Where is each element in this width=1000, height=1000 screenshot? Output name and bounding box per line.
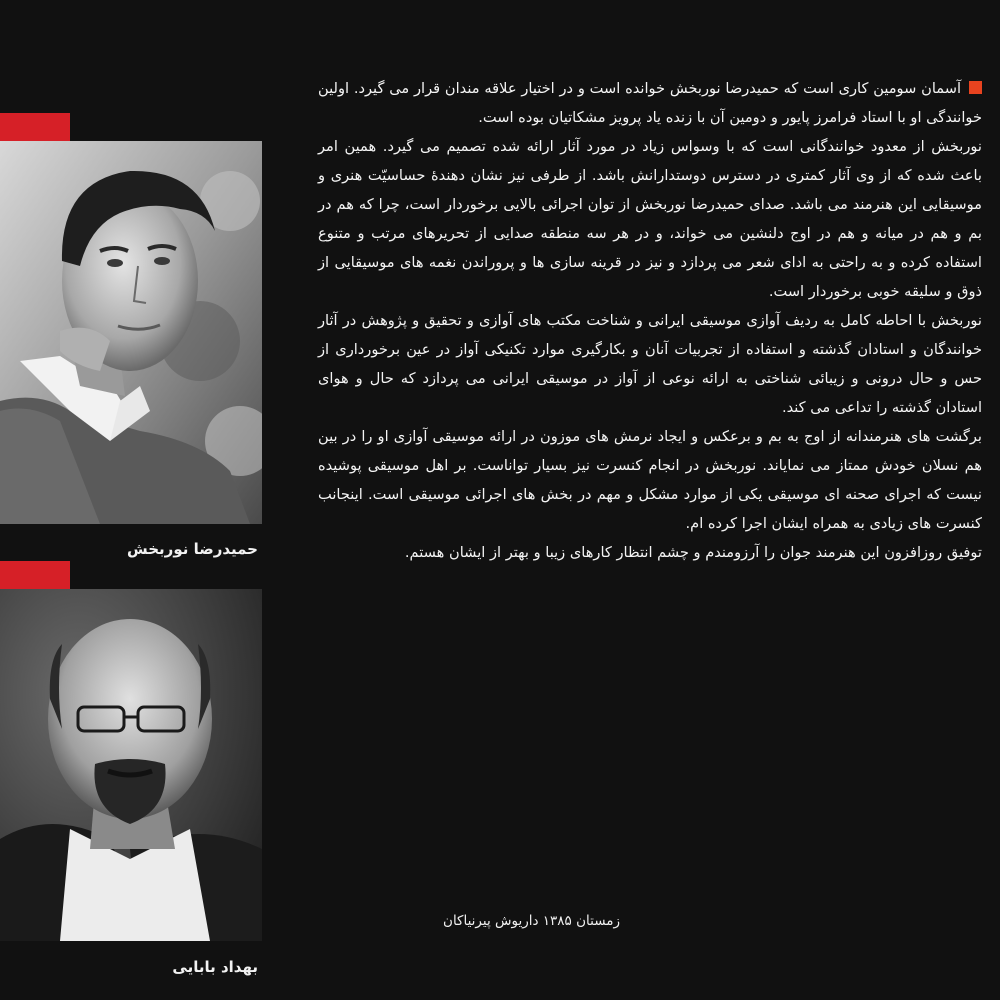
- red-accent-tab: [0, 561, 70, 589]
- photo-caption: حمیدرضا نوربخش: [127, 540, 258, 558]
- article-paragraph: [318, 74, 982, 132]
- signature-line: زمستان ۱۳۸۵ داریوش پیرنیاکان: [443, 913, 620, 929]
- article-paragraph: نوربخش با احاطه کامل به ردیف آوازی موسیقی ایرانی و شناخت مکتب های آوازی و تحقیق و پژوهش در آثار خوانندگان و استادان گذشته و استفاده از تجربیات آنان و بکارگیری موارد تکنیکی آواز در عین برخورداری از حس و حال درونی و زیبائی شناختی به ارائه نوعی از آواز در موسیقی ایرانی می پردازد که حال و هوای استادان گذشته را تداعی می کند.: [318, 312, 982, 416]
- red-accent-tab: [0, 113, 70, 141]
- portrait-photo-babaei: [0, 589, 262, 941]
- photo-caption: بهداد بابایی: [172, 958, 258, 976]
- article-paragraph: نوربخش از معدود خوانندگانی است که با وسواس زیاد در مورد آثار ارائه شده تصمیم می گیرد. همین امر باعث شده که از وی آثار کمتری در دسترس دوستدارانش باشد. از طرفی نیز نشان دهندهٔ حساسیّت هنری و موسیقایی این هنرمند می باشد. صدای حمیدرضا نوربخش از توان اجرائی بالایی برخوردار است، چرا که هم در بم و هم در میانه و هم در اوج دلنشین می خواند، و در هر سه منطقه صدایی از تحریرهای مرتب و متنوع استفاده کرده و به راحتی به ادای شعر می پردازد و نیز در قرینه سازی ها و پروراندن نغمه های موسیقایی از ذوق و سلیقه خوبی برخوردار است.: [318, 138, 982, 300]
- bullet-square-icon: [969, 81, 982, 94]
- article-paragraph: توفیق روزافزون این هنرمند جوان را آرزومندم و چشم انتظار کارهای زیبا و بهتر از ایشان هستم.: [404, 544, 982, 561]
- photo-column: [0, 0, 262, 1000]
- portrait-photo-nourbakhsh: [0, 141, 262, 524]
- paragraph-text: آسمان سومین کاری است که حمیدرضا نوربخش خوانده است و در اختیار علاقه مندان قرار می گیرد. اولین خوانندگی او با استاد فرامرز پایور و دومین آن با زنده یاد پرویز مشکاتیان بوده است.: [318, 80, 982, 126]
- article-paragraph: برگشت های هنرمندانه از اوج به بم و برعکس و ایجاد نرمش های موزون در ارائه موسیقی آوازی او را در بین هم نسلان خودش ممتاز می نمایاند. نوربخش در انجام کنسرت نیز بسیار تواناست. بر اهل موسیقی پوشیده نیست که اجرای صحنه ای موسیقی یکی از موارد مشکل و مهم در بخش های اجرائی موسیقی است. اینجانب کنسرت های زیادی به همراه ایشان اجرا کرده ام.: [318, 428, 982, 532]
- article-text: [318, 74, 982, 567]
